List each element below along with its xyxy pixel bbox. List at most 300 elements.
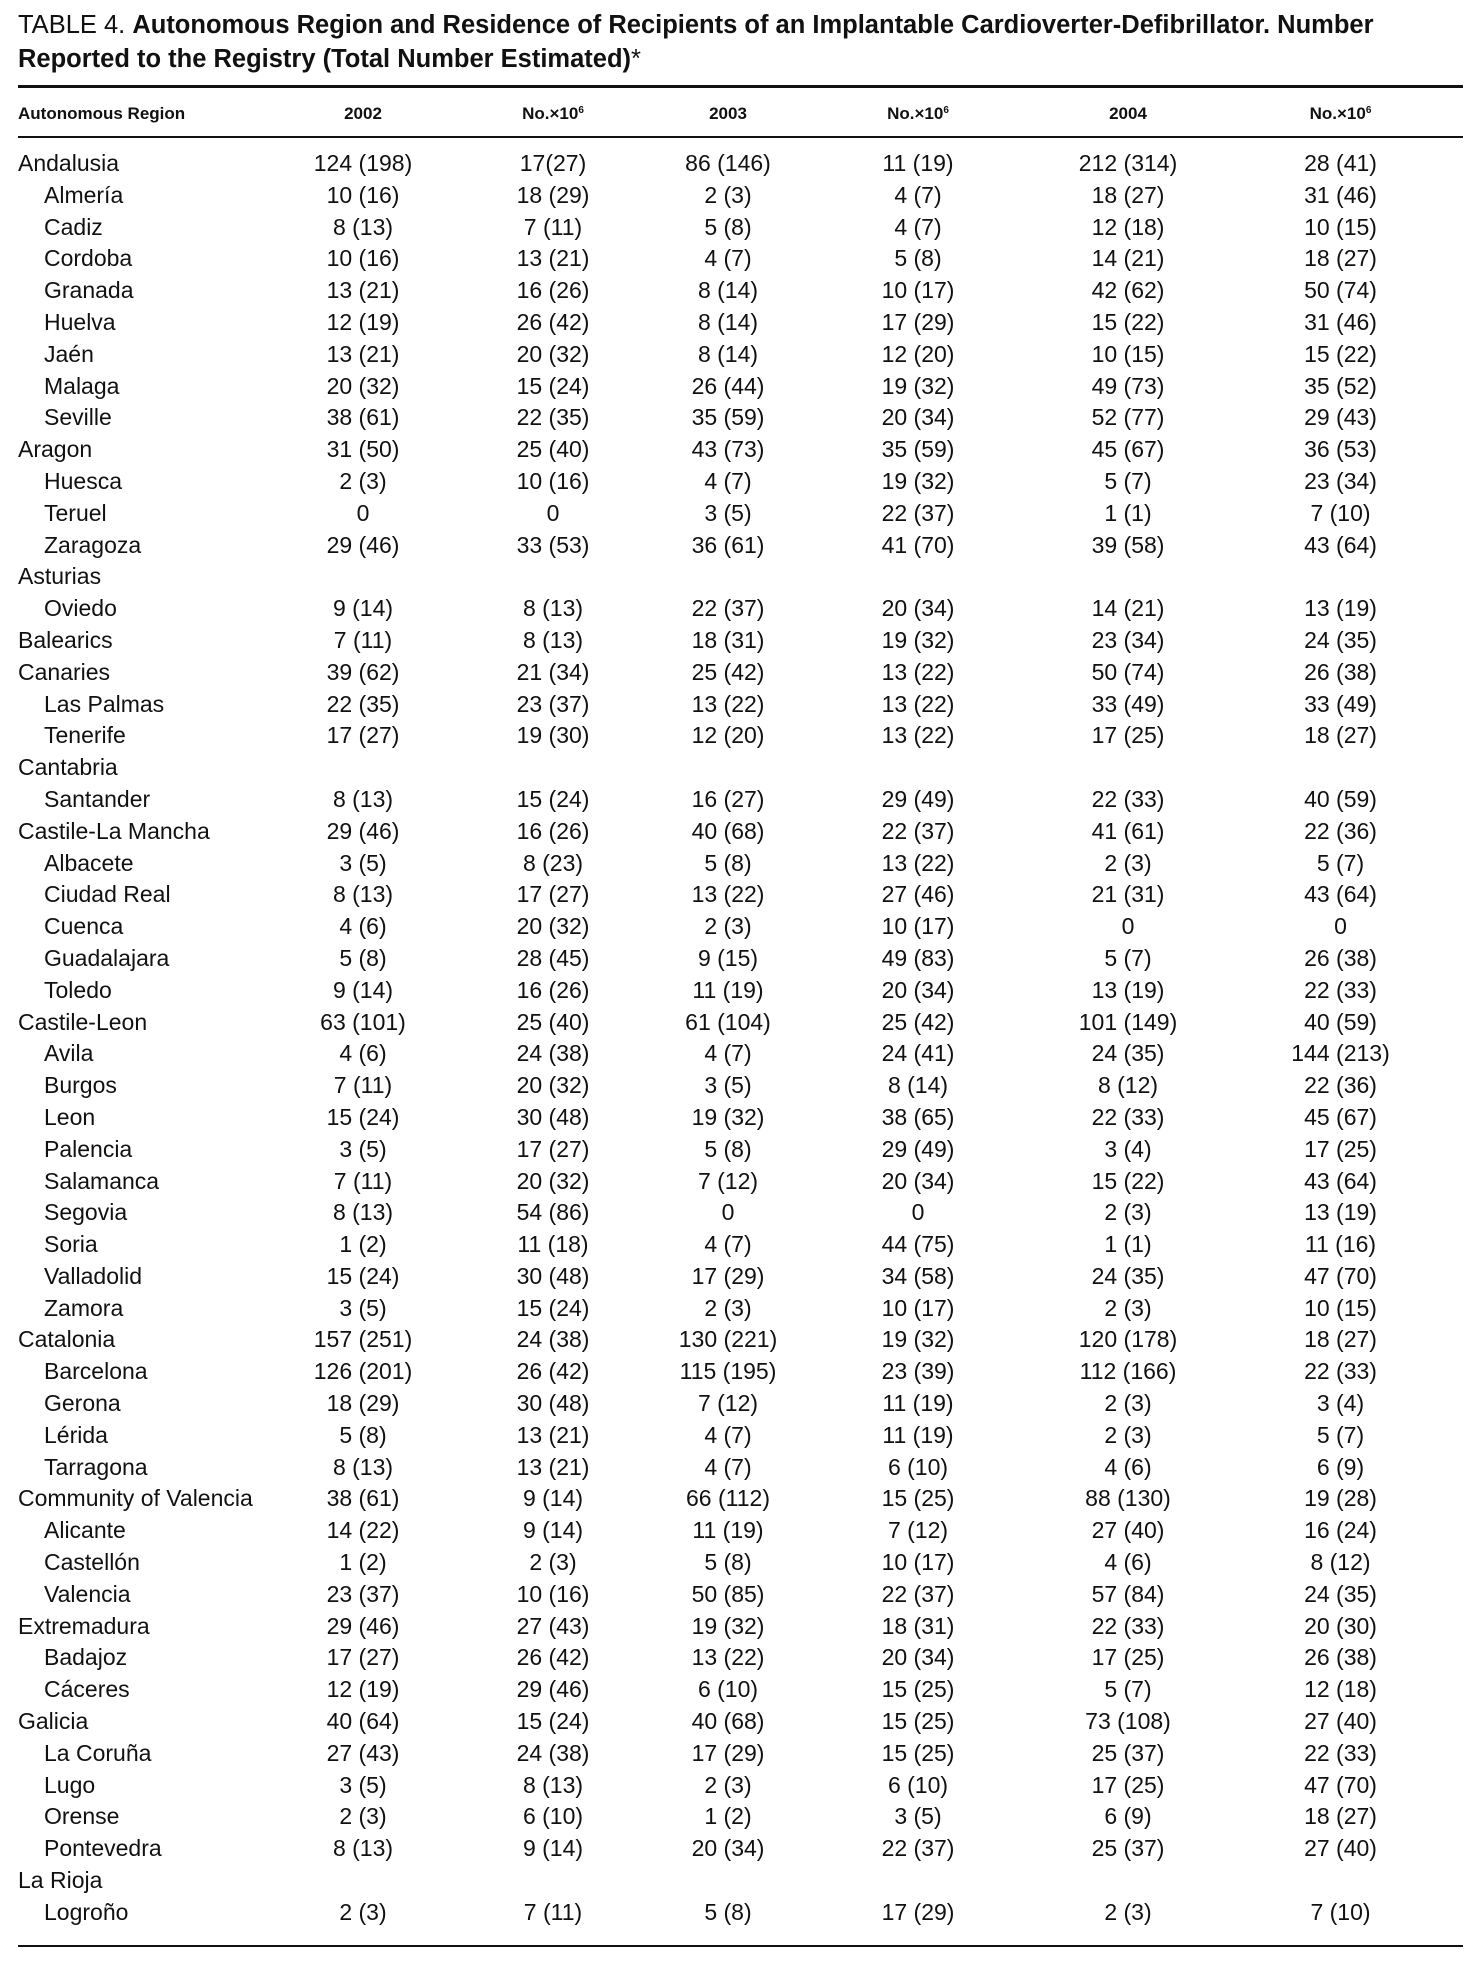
cell-per-million-2004: 36 (53) [1304, 436, 1377, 463]
cell-per-million-2002: 28 (45) [516, 944, 590, 971]
cell-n-2004: 2 (3) [1104, 1390, 1152, 1417]
province-row [18, 1420, 1463, 1452]
cell-per-million-2004 [1218, 1865, 1463, 1897]
province-row [18, 243, 1463, 275]
cell-per-million-2004 [1218, 752, 1463, 784]
cell-n-2002: 13 (21) [326, 340, 400, 367]
cell-n-2002: 1 (2) [339, 1231, 387, 1258]
province-name: Burgos [44, 1072, 117, 1099]
cell-n-2002: 0 [356, 499, 370, 526]
cell-n-2004: 17 (25) [1091, 1644, 1165, 1671]
cell-n-2002: 22 (35) [326, 690, 400, 717]
cell-per-million-2003: 13 (22) [881, 849, 955, 876]
cell-per-million-2004: 16 (24) [1304, 1517, 1377, 1544]
cell-n-2004: 14 (21) [1091, 245, 1165, 272]
cell-per-million-2003: 25 (42) [881, 1008, 955, 1035]
cell-per-million-2002: 13 (21) [516, 1453, 590, 1480]
cell-per-million-2002: 20 (32) [516, 1167, 590, 1194]
cell-per-million-2002: 17 (27) [516, 1135, 590, 1162]
region-name: Balearics [18, 626, 113, 653]
province-row [18, 911, 1463, 943]
cell-n-2003: 8 (14) [697, 308, 759, 335]
cell-n-2003: 13 (22) [691, 881, 765, 908]
cell-n-2004: 57 (84) [1091, 1580, 1165, 1607]
cell-per-million-2002: 7 (11) [523, 1898, 583, 1925]
cell-n-2004: 2 (3) [1104, 1294, 1152, 1321]
cell-n-2004: 27 (40) [1091, 1517, 1165, 1544]
cell-per-million-2004: 8 (12) [1310, 1549, 1371, 1576]
cell-per-million-2002: 9 (14) [522, 1835, 584, 1862]
cell-per-million-2004 [1218, 561, 1463, 593]
cell-per-million-2004: 35 (52) [1304, 372, 1377, 399]
region-name: Community of Valencia [18, 1485, 253, 1512]
cell-n-2003: 130 (221) [678, 1326, 778, 1353]
region-name: Cantabria [18, 754, 118, 781]
data-table [18, 95, 1463, 1929]
cell-per-million-2003: 10 (17) [881, 277, 955, 304]
province-row [18, 1642, 1463, 1674]
cell-per-million-2002: 30 (48) [516, 1262, 590, 1289]
cell-n-2004: 25 (37) [1091, 1835, 1165, 1862]
cell-per-million-2003: 24 (41) [881, 1040, 955, 1067]
cell-n-2003: 40 (68) [691, 817, 765, 844]
cell-n-2002: 63 (101) [320, 1008, 406, 1035]
cell-per-million-2004: 5 (7) [1316, 849, 1365, 876]
cell-per-million-2003: 22 (37) [881, 499, 955, 526]
province-name: Pontevedra [44, 1835, 162, 1862]
province-row [18, 1293, 1463, 1325]
province-row [18, 1547, 1463, 1579]
cell-n-2003: 5 (8) [704, 1549, 752, 1576]
province-row [18, 212, 1463, 244]
province-name: Badajoz [44, 1644, 128, 1671]
cell-per-million-2002: 10 (16) [516, 467, 590, 494]
cell-per-million-2003: 19 (32) [881, 1326, 955, 1353]
province-name: Tenerife [44, 722, 126, 749]
cell-n-2004: 120 (178) [1078, 1326, 1178, 1353]
province-name: Valencia [44, 1580, 131, 1607]
province-name: Teruel [44, 499, 107, 526]
cell-n-2004: 5 (7) [1104, 1676, 1152, 1703]
header-2003: 2003 [709, 104, 747, 123]
cell-per-million-2004: 18 (27) [1304, 1326, 1377, 1353]
cell-n-2003: 1 (2) [704, 1803, 752, 1830]
cell-n-2002: 14 (22) [326, 1517, 400, 1544]
province-row [18, 689, 1463, 721]
region-row [18, 752, 1463, 784]
cell-n-2003: 2 (3) [704, 913, 752, 940]
table-top-rule [18, 85, 1463, 88]
province-row [18, 1515, 1463, 1547]
province-row [18, 1102, 1463, 1134]
cell-per-million-2003: 29 (49) [881, 785, 955, 812]
cell-n-2004: 4 (6) [1104, 1549, 1152, 1576]
cell-n-2003: 11 (19) [692, 976, 764, 1003]
cell-n-2002: 8 (13) [332, 1835, 394, 1862]
cell-per-million-2004: 26 (38) [1304, 944, 1377, 971]
header-per-million-2004 [1218, 95, 1463, 133]
cell-n-2002: 9 (14) [332, 976, 394, 1003]
cell-n-2003: 8 (14) [697, 340, 759, 367]
cell-per-million-2003: 19 (32) [881, 372, 955, 399]
cell-per-million-2003: 6 (10) [887, 1771, 949, 1798]
province-row [18, 975, 1463, 1007]
province-name: Seville [44, 404, 112, 431]
cell-per-million-2004: 28 (41) [1304, 150, 1377, 176]
province-name: Malaga [44, 372, 120, 399]
cell-per-million-2003: 17 (29) [881, 1898, 955, 1925]
cell-n-2003: 5 (8) [704, 1898, 752, 1925]
cell-n-2002 [278, 752, 448, 784]
cell-per-million-2004: 31 (46) [1304, 181, 1377, 208]
cell-per-million-2003: 13 (22) [881, 658, 955, 685]
cell-n-2004: 45 (67) [1091, 436, 1165, 463]
cell-n-2004: 101 (149) [1078, 1008, 1178, 1035]
cell-n-2002: 10 (16) [326, 245, 400, 272]
province-row [18, 275, 1463, 307]
province-name: Oviedo [44, 595, 117, 622]
province-name: Logroño [44, 1898, 129, 1925]
province-name: Cáceres [44, 1676, 130, 1703]
cell-per-million-2002: 19 (30) [516, 722, 590, 749]
cell-n-2003: 4 (7) [704, 1040, 752, 1067]
cell-n-2004: 21 (31) [1091, 881, 1165, 908]
province-row [18, 530, 1463, 562]
cell-per-million-2004: 24 (35) [1304, 1580, 1377, 1607]
region-name: Catalonia [18, 1326, 116, 1353]
cell-n-2004: 8 (12) [1097, 1072, 1159, 1099]
cell-per-million-2004: 3 (4) [1316, 1390, 1365, 1417]
province-row [18, 371, 1463, 403]
cell-n-2004: 0 [1121, 913, 1135, 940]
cell-per-million-2004: 45 (67) [1304, 1103, 1377, 1130]
province-row [18, 339, 1463, 371]
cell-per-million-2002: 15 (24) [516, 785, 590, 812]
cell-per-million-2003: 10 (17) [881, 1549, 955, 1576]
cell-n-2002: 15 (24) [326, 1103, 400, 1130]
cell-n-2002: 17 (27) [326, 722, 400, 749]
province-name: Leon [44, 1103, 96, 1130]
cell-n-2004: 52 (77) [1091, 404, 1165, 431]
cell-n-2003: 8 (14) [697, 277, 759, 304]
province-name: Zaragoza [44, 531, 142, 558]
cell-n-2004: 10 (15) [1091, 340, 1165, 367]
province-name: Orense [44, 1803, 120, 1830]
cell-n-2004: 22 (33) [1091, 1103, 1165, 1130]
cell-n-2004 [1038, 1865, 1218, 1897]
province-name: Cordoba [44, 245, 133, 272]
region-row [18, 657, 1463, 689]
cell-per-million-2003: 41 (70) [881, 531, 955, 558]
province-row [18, 1134, 1463, 1166]
region-row [18, 148, 1463, 180]
cell-n-2003: 66 (112) [686, 1485, 770, 1512]
province-name: Tarragona [44, 1453, 148, 1480]
cell-n-2002: 5 (8) [339, 1421, 387, 1448]
cell-n-2002: 27 (43) [326, 1739, 400, 1766]
cell-n-2004: 5 (7) [1104, 944, 1152, 971]
cell-per-million-2002: 17 (27) [516, 881, 590, 908]
cell-per-million-2002: 23 (37) [516, 690, 590, 717]
cell-per-million-2003: 34 (58) [881, 1262, 955, 1289]
cell-per-million-2004: 27 (40) [1304, 1708, 1377, 1735]
cell-per-million-2003: 44 (75) [881, 1231, 955, 1258]
cell-n-2002: 8 (13) [332, 785, 394, 812]
province-name: Lérida [44, 1421, 108, 1448]
cell-per-million-2004: 50 (74) [1304, 277, 1377, 304]
cell-per-million-2004: 18 (27) [1304, 722, 1377, 749]
cell-n-2003: 0 [721, 1199, 735, 1226]
cell-n-2003: 19 (32) [691, 1103, 765, 1130]
region-row [18, 1324, 1463, 1356]
province-row [18, 720, 1463, 752]
province-row [18, 1897, 1463, 1929]
cell-n-2004: 1 (1) [1104, 1231, 1152, 1258]
cell-n-2002: 157 (251) [313, 1326, 413, 1353]
cell-per-million-2003: 20 (34) [881, 976, 955, 1003]
cell-per-million-2004: 22 (36) [1304, 1072, 1377, 1099]
cell-n-2003: 61 (104) [685, 1008, 771, 1035]
cell-per-million-2002: 21 (34) [516, 658, 590, 685]
region-row [18, 434, 1463, 466]
region-name: La Rioja [18, 1867, 103, 1894]
province-row [18, 1674, 1463, 1706]
cell-n-2004: 22 (33) [1091, 1612, 1165, 1639]
cell-n-2002: 38 (61) [326, 1485, 400, 1512]
region-name: Castile-Leon [18, 1008, 148, 1035]
cell-per-million-2004: 43 (64) [1304, 881, 1377, 908]
cell-n-2004: 41 (61) [1091, 817, 1165, 844]
province-row [18, 1166, 1463, 1198]
cell-per-million-2002 [448, 1865, 658, 1897]
province-name: Cadiz [44, 213, 103, 240]
province-name: Almería [44, 181, 124, 208]
cell-n-2003: 13 (22) [691, 1644, 765, 1671]
cell-n-2004: 4 (6) [1104, 1453, 1152, 1480]
cell-n-2004: 3 (4) [1104, 1135, 1152, 1162]
cell-n-2003: 4 (7) [704, 245, 752, 272]
cell-per-million-2002: 24 (38) [516, 1326, 590, 1353]
region-row [18, 816, 1463, 848]
cell-n-2004: 2 (3) [1104, 849, 1152, 876]
cell-n-2002: 7 (11) [333, 1167, 393, 1194]
cell-n-2003: 17 (29) [691, 1739, 765, 1766]
cell-per-million-2003: 12 (20) [881, 340, 955, 367]
cell-per-million-2004: 29 (43) [1304, 404, 1377, 431]
cell-n-2004: 12 (18) [1091, 213, 1165, 240]
header-per-million-2003 [798, 95, 1038, 133]
cell-per-million-2002: 11 (18) [517, 1231, 589, 1258]
cell-per-million-2002: 26 (42) [516, 1358, 590, 1385]
cell-n-2003: 17 (29) [691, 1262, 765, 1289]
cell-per-million-2004: 22 (33) [1304, 976, 1377, 1003]
cell-n-2003: 2 (3) [704, 1294, 752, 1321]
header-per-million-exponent: 6 [1365, 105, 1372, 116]
cell-per-million-2003 [798, 561, 1038, 593]
cell-per-million-2003: 11 (19) [882, 150, 954, 176]
cell-n-2003: 5 (8) [704, 1135, 752, 1162]
province-row [18, 879, 1463, 911]
cell-n-2004: 88 (130) [1085, 1485, 1171, 1512]
cell-n-2002: 12 (19) [326, 308, 400, 335]
cell-n-2002: 12 (19) [326, 1676, 400, 1703]
cell-per-million-2003: 27 (46) [881, 881, 955, 908]
cell-n-2004: 112 (166) [1079, 1358, 1177, 1385]
cell-n-2003: 115 (195) [679, 1358, 777, 1385]
cell-n-2002: 29 (46) [326, 531, 400, 558]
cell-per-million-2004: 24 (35) [1304, 626, 1377, 653]
cell-per-million-2003: 10 (17) [881, 913, 955, 940]
province-row [18, 466, 1463, 498]
cell-n-2003: 86 (146) [685, 150, 771, 176]
cell-n-2004: 22 (33) [1091, 785, 1165, 812]
province-name: Jaén [44, 340, 94, 367]
cell-n-2003: 3 (5) [704, 499, 752, 526]
region-name: Asturias [18, 563, 102, 590]
province-row [18, 1579, 1463, 1611]
cell-n-2003 [658, 752, 798, 784]
cell-per-million-2002: 13 (21) [516, 1421, 590, 1448]
cell-per-million-2002: 26 (42) [516, 1644, 590, 1671]
region-row [18, 1611, 1463, 1643]
cell-n-2004: 17 (25) [1091, 1771, 1165, 1798]
cell-per-million-2003: 29 (49) [881, 1135, 955, 1162]
province-name: Segovia [44, 1199, 128, 1226]
cell-n-2002: 18 (29) [326, 1390, 400, 1417]
cell-n-2004: 23 (34) [1091, 626, 1165, 653]
cell-per-million-2004: 144 (213) [1291, 1040, 1390, 1067]
region-name: Andalusia [18, 150, 120, 176]
cell-n-2003: 7 (12) [697, 1390, 759, 1417]
cell-n-2002: 3 (5) [339, 849, 387, 876]
province-row [18, 1770, 1463, 1802]
cell-per-million-2002: 33 (53) [516, 531, 590, 558]
cell-per-million-2003: 15 (25) [881, 1739, 955, 1766]
cell-n-2003: 4 (7) [704, 467, 752, 494]
cell-n-2003: 26 (44) [691, 372, 765, 399]
cell-n-2002: 8 (13) [332, 1453, 394, 1480]
cell-n-2002: 17 (27) [326, 1644, 400, 1671]
cell-n-2004: 1 (1) [1104, 499, 1152, 526]
cell-per-million-2002: 13 (21) [516, 245, 590, 272]
cell-n-2004 [1038, 561, 1218, 593]
cell-n-2004: 5 (7) [1104, 467, 1152, 494]
cell-n-2003: 4 (7) [704, 1421, 752, 1448]
province-row [18, 1452, 1463, 1484]
cell-per-million-2002: 20 (32) [516, 913, 590, 940]
cell-per-million-2004: 22 (33) [1304, 1739, 1377, 1766]
cell-n-2004: 13 (19) [1091, 976, 1165, 1003]
cell-n-2002: 31 (50) [326, 436, 400, 463]
table-body [18, 133, 1463, 1929]
cell-n-2002: 2 (3) [339, 1898, 387, 1925]
cell-per-million-2003: 20 (34) [881, 1167, 955, 1194]
cell-per-million-2003: 35 (59) [881, 436, 955, 463]
cell-n-2002 [278, 1865, 448, 1897]
cell-per-million-2002: 8 (13) [522, 626, 584, 653]
cell-n-2002: 1 (2) [339, 1549, 387, 1576]
cell-n-2002: 8 (13) [332, 881, 394, 908]
cell-per-million-2003: 6 (10) [887, 1453, 949, 1480]
cell-n-2003: 12 (20) [691, 722, 765, 749]
province-row [18, 1038, 1463, 1070]
province-name: Guadalajara [44, 944, 170, 971]
header-region: Autonomous Region [18, 104, 186, 123]
cell-per-million-2004: 19 (28) [1304, 1485, 1377, 1512]
cell-per-million-2004: 6 (9) [1316, 1453, 1365, 1480]
province-row [18, 307, 1463, 339]
cell-per-million-2003: 23 (39) [881, 1358, 955, 1385]
cell-per-million-2003: 13 (22) [881, 690, 955, 717]
cell-per-million-2003: 8 (14) [887, 1072, 949, 1099]
province-row [18, 1197, 1463, 1229]
cell-per-million-2003: 18 (31) [881, 1612, 955, 1639]
cell-per-million-2003: 3 (5) [894, 1803, 942, 1830]
cell-per-million-2003: 15 (25) [881, 1485, 955, 1512]
cell-n-2002: 3 (5) [339, 1771, 387, 1798]
cell-per-million-2002: 16 (26) [516, 277, 590, 304]
cell-per-million-2003: 0 [911, 1199, 925, 1226]
cell-per-million-2003: 19 (32) [881, 467, 955, 494]
cell-per-million-2004: 43 (64) [1304, 1167, 1377, 1194]
province-row [18, 1261, 1463, 1293]
province-name: Avila [44, 1040, 94, 1067]
cell-n-2002: 5 (8) [339, 944, 387, 971]
province-name: Cuenca [44, 913, 124, 940]
cell-per-million-2004: 13 (19) [1304, 595, 1377, 622]
cell-n-2003: 16 (27) [691, 785, 765, 812]
province-row [18, 1356, 1463, 1388]
province-name: Alicante [44, 1517, 126, 1544]
cell-per-million-2002: 2 (3) [529, 1549, 577, 1576]
cell-n-2002: 40 (64) [326, 1708, 400, 1735]
province-row [18, 593, 1463, 625]
cell-per-million-2003: 10 (17) [881, 1294, 955, 1321]
cell-n-2003: 4 (7) [704, 1453, 752, 1480]
cell-per-million-2004: 26 (38) [1304, 658, 1377, 685]
cell-per-million-2004: 12 (18) [1304, 1676, 1377, 1703]
cell-per-million-2004: 40 (59) [1304, 1008, 1377, 1035]
cell-n-2003 [658, 561, 798, 593]
cell-n-2004: 2 (3) [1104, 1421, 1152, 1448]
cell-n-2002: 7 (11) [333, 626, 393, 653]
region-row [18, 1865, 1463, 1897]
cell-per-million-2003: 11 (19) [882, 1421, 954, 1448]
cell-per-million-2002: 25 (40) [516, 1008, 590, 1035]
cell-per-million-2003 [798, 1865, 1038, 1897]
cell-n-2003: 25 (42) [691, 658, 765, 685]
province-name: Palencia [44, 1135, 133, 1162]
cell-per-million-2004: 13 (19) [1304, 1199, 1377, 1226]
cell-n-2004: 2 (3) [1104, 1199, 1152, 1226]
region-row [18, 1706, 1463, 1738]
cell-per-million-2002: 24 (38) [516, 1040, 590, 1067]
province-name: Gerona [44, 1390, 121, 1417]
cell-per-million-2004: 15 (22) [1304, 340, 1377, 367]
region-row [18, 1483, 1463, 1515]
cell-per-million-2002: 24 (38) [516, 1739, 590, 1766]
cell-per-million-2002: 20 (32) [516, 340, 590, 367]
region-name: Aragon [18, 436, 93, 463]
province-name: Salamanca [44, 1167, 160, 1194]
cell-per-million-2004: 18 (27) [1304, 1803, 1377, 1830]
cell-n-2003: 5 (8) [704, 213, 752, 240]
cell-n-2004: 33 (49) [1091, 690, 1165, 717]
province-name: Soria [44, 1231, 98, 1258]
cell-per-million-2002: 30 (48) [516, 1103, 590, 1130]
cell-n-2002: 124 (198) [313, 150, 413, 176]
cell-per-million-2002: 18 (29) [516, 181, 590, 208]
